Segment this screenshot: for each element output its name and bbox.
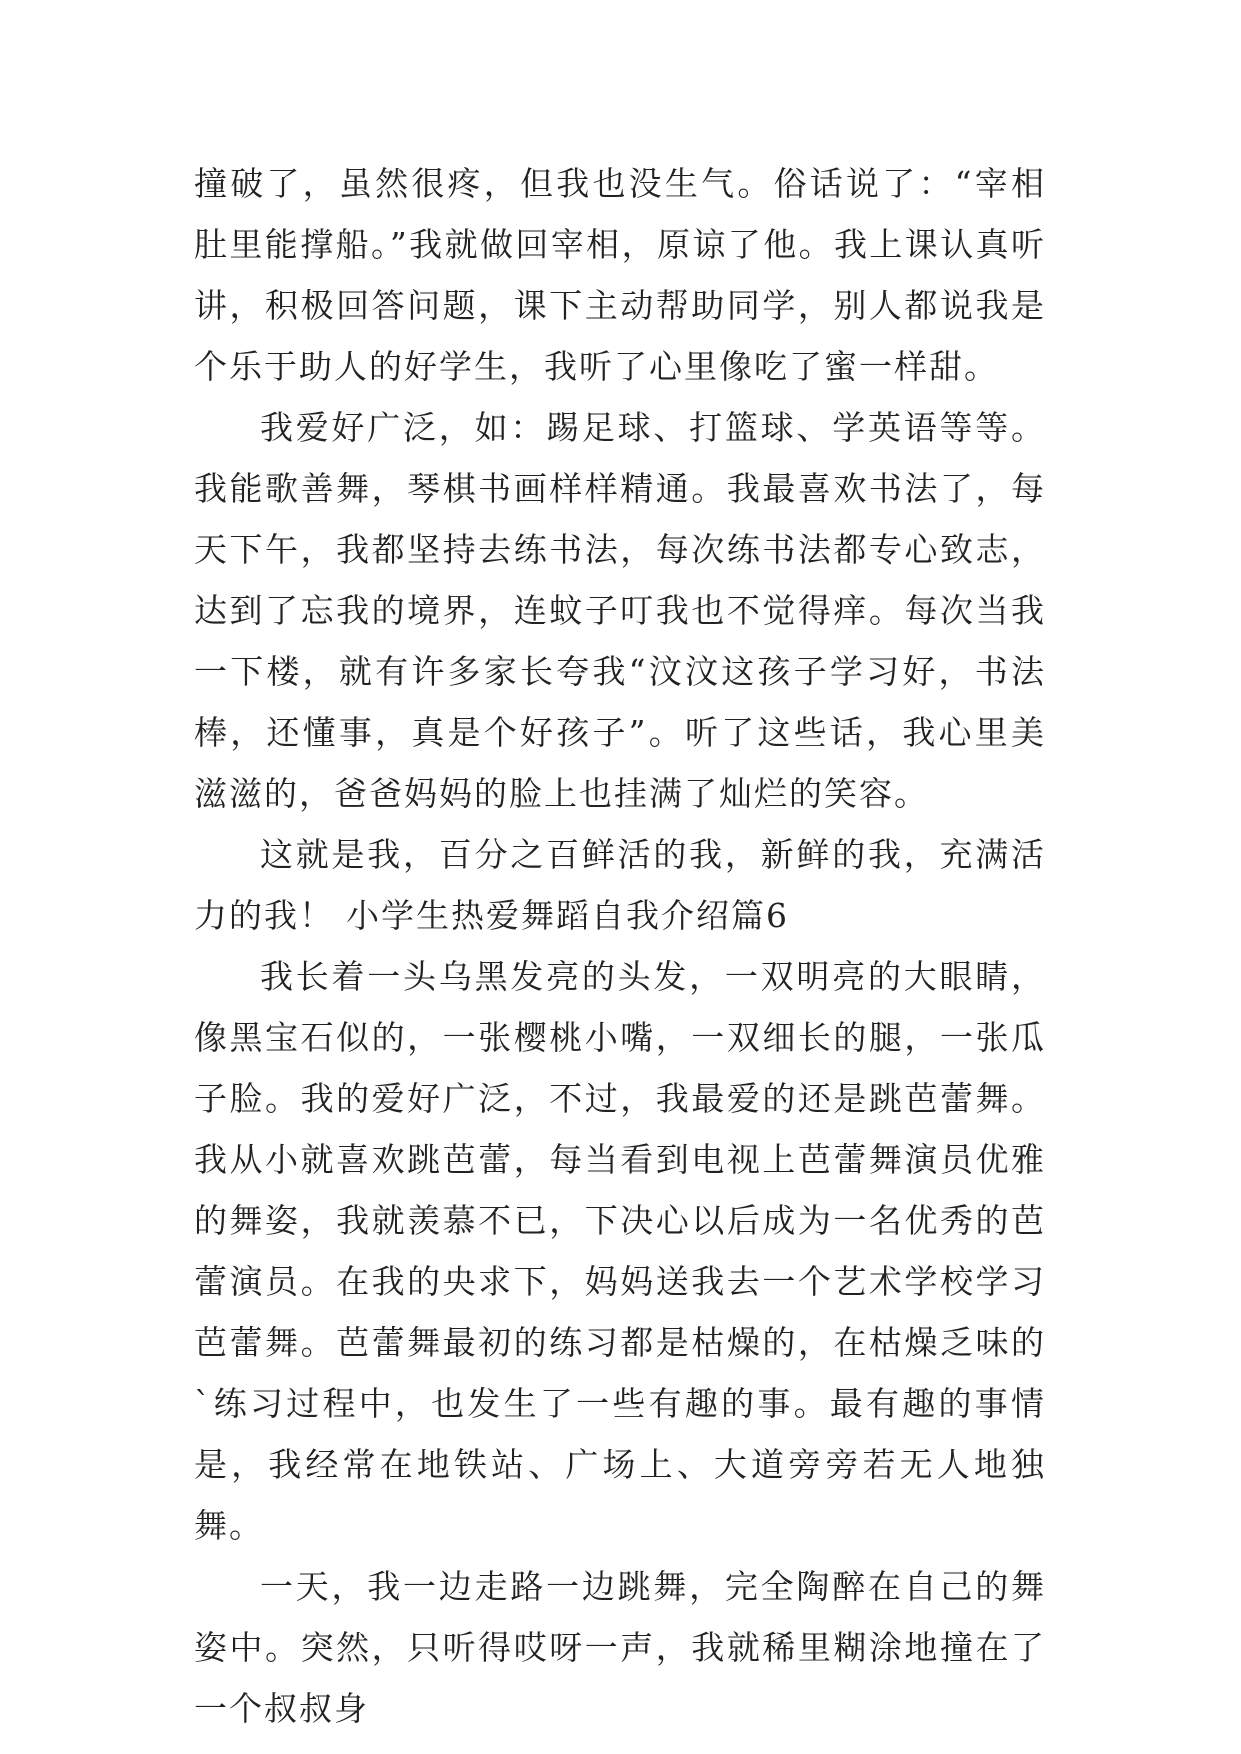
paragraph-4: 我长着一头乌黑发亮的头发，一双明亮的大眼睛，像黑宝石似的，一张樱桃小嘴，一双细长的腿，一张瓜子脸。我的爱好广泛，不过，我最爱的还是跳芭蕾舞。我从小就喜欢跳芭蕾，每当看到电视上芭蕾舞演员优雅的舞姿，我就羡慕不已，下决心以后成为一名优秀的芭蕾演员。在我的央求下，妈妈送我去一个艺术学校学习芭蕾舞。芭蕾舞最初的练习都是枯燥的，在枯燥乏味的`练习过程中，也发生了一些有趣的事。最有趣的事情是，我经常在地铁站、广场上、大道旁旁若无人地独舞。 xyxy=(194,957,1046,1545)
paragraph-1: 撞破了，虽然很疼，但我也没生气。俗话说了：“宰相肚里能撑船。”我就做回宰相，原谅了他。我上课认真听讲，积极回答问题，课下主动帮助同学，别人都说我是个乐于助人的好学生，我听了心里像吃了蜜一样甜。 xyxy=(194,164,1046,386)
paragraph-3-text: 这就是我，百分之百鲜活的我，新鲜的我，充满活力的我！ xyxy=(194,835,1046,935)
document-body xyxy=(194,153,1046,1739)
paragraph-3 xyxy=(194,824,1046,946)
paragraph-2: 我爱好广泛，如：踢足球、打篮球、学英语等等。我能歌善舞，琴棋书画样样精通。我最喜欢书法了，每天下午，我都坚持去练书法，每次练书法都专心致志，达到了忘我的境界，连蚊子叮我也不觉得痒。每次当我一下楼，就有许多家长夸我“汶汶这孩子学习好，书法棒，还懂事，真是个好孩子”。听了这些话，我心里美滋滋的，爸爸妈妈的脸上也挂满了灿烂的笑容。 xyxy=(194,408,1046,813)
paragraph-5: 一天，我一边走路一边跳舞，完全陶醉在自己的舞姿中。突然，只听得哎呀一声，我就稀里糊涂地撞在了一个叔叔身 xyxy=(194,1567,1046,1728)
section-heading: 小学生热爱舞蹈自我介绍篇6 xyxy=(346,896,789,935)
